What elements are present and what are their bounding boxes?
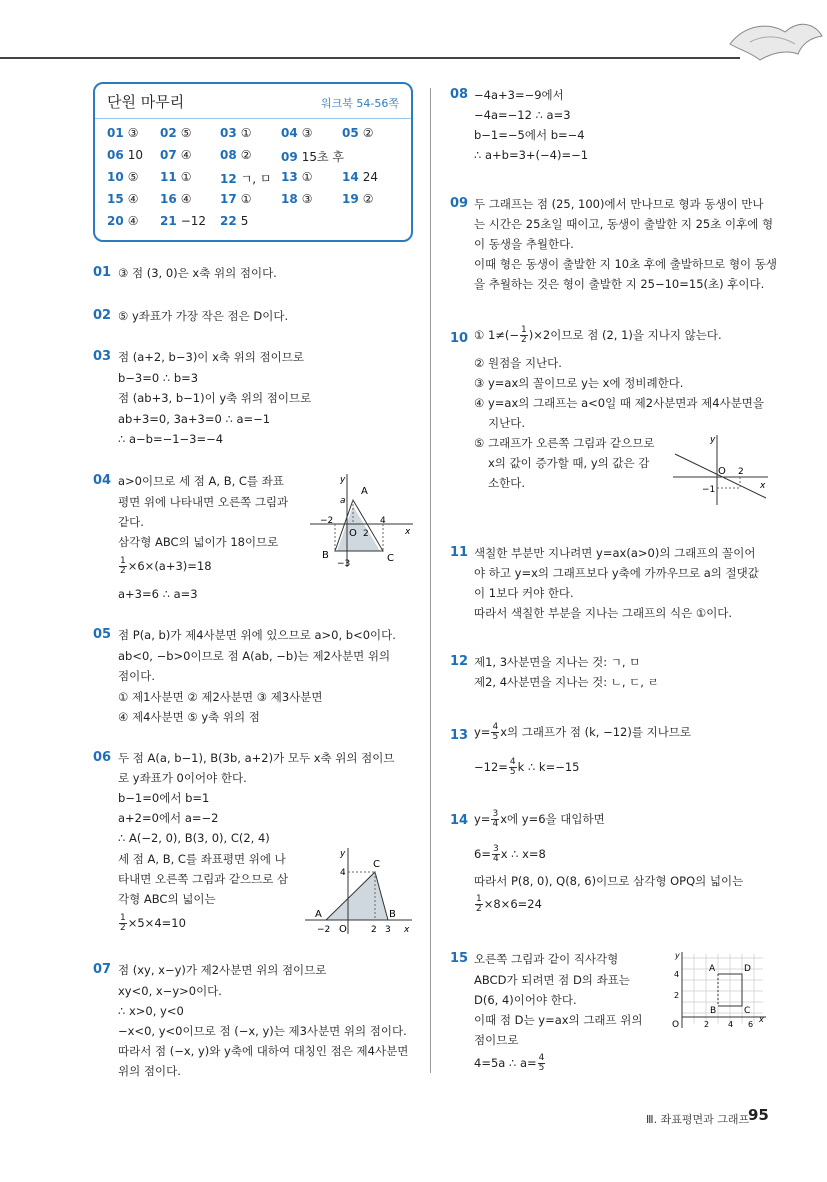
solution-line: 점 (a+2, b−3)이 x축 위의 점이므로 — [118, 350, 304, 364]
solution-line: xy<0, x−y>0이다. — [118, 984, 222, 998]
solution-line: 점이다. — [118, 669, 155, 683]
tick-label: −1 — [702, 485, 716, 495]
problem-number: 12 — [450, 654, 469, 669]
axis-label: x — [404, 925, 410, 935]
page-number: 95 — [748, 1106, 769, 1124]
point-label: B — [710, 1006, 717, 1016]
solution-line: 점이므로 — [474, 1033, 519, 1047]
tick-label: a — [340, 496, 346, 506]
summary-header — [95, 84, 411, 119]
graph-p15 — [668, 950, 768, 1032]
origin-label: O — [672, 1020, 680, 1030]
solution-line: 따라서 색칠한 부분을 지나는 그래프의 식은 ①이다. — [474, 606, 733, 620]
origin-label: O — [349, 528, 357, 539]
solution-line: −4a=−12 ∴ a=3 — [474, 108, 571, 122]
tick-label: 2 — [674, 991, 680, 1000]
tick-label: −2 — [320, 516, 334, 526]
solution-line: D(6, 4)이어야 한다. — [474, 993, 577, 1007]
solution-line: y= $\frac{3}{4}$ x에 y=6을 대입하면 — [474, 809, 605, 829]
problem-number: 09 — [450, 196, 469, 211]
solution-line: 제2, 4사분면을 지나는 것: ㄴ, ㄷ, ㄹ — [474, 675, 659, 689]
problem-number: 15 — [450, 951, 469, 966]
solution-line: a+2=0에서 a=−2 — [118, 811, 219, 825]
solution-line: ② 원점을 지난다. — [474, 356, 562, 370]
answer-row: 20 ④ 21 −12 22 5 — [107, 214, 249, 228]
tick-label: 3 — [385, 925, 391, 935]
solution-line: ⑤ y좌표가 가장 작은 점은 D이다. — [118, 309, 289, 323]
point-label: C — [387, 553, 394, 564]
point-label: A — [709, 964, 716, 974]
solution-line: 색칠한 부분만 지나려면 y=ax(a>0)의 그래프의 꼴이어 — [474, 546, 756, 560]
solution-line: −12= $\frac{4}{5}$ k ∴ k=−15 — [474, 757, 580, 777]
tick-label: 4 — [674, 970, 680, 979]
axis-label: x — [405, 527, 411, 537]
answer-row: 01 ③ 02 ⑤ 03 ① 04 ③ 05 ② — [107, 126, 374, 140]
tick-label: −3 — [337, 559, 351, 568]
solution-line: 이때 형은 동생이 출발한 지 10초 후에 출발하므로 형이 동생 — [474, 257, 778, 271]
point-label: C — [744, 1006, 751, 1016]
solution-line: ③ y=ax의 꼴이므로 y는 x에 정비례한다. — [474, 376, 684, 390]
point-label: B — [322, 550, 329, 561]
solution-line: 이 동생을 추월한다. — [474, 237, 574, 251]
solution-line: 지난다. — [488, 416, 525, 430]
point-label: A — [315, 909, 322, 920]
problem-number: 04 — [93, 473, 112, 488]
solution-line: 따라서 P(8, 0), Q(8, 6)이므로 삼각형 OPQ의 넓이는 — [474, 874, 744, 888]
tick-label: 4 — [340, 868, 346, 878]
solution-line: 삼각형 ABC의 넓이가 18이므로 — [118, 535, 279, 549]
solution-line: 로 y좌표가 0이어야 한다. — [118, 771, 247, 785]
solution-line: ③ 점 (3, 0)은 x축 위의 점이다. — [118, 266, 277, 280]
solution-line: 타내면 오른쪽 그림과 같으므로 삼 — [118, 872, 289, 886]
solution-line: ab+3=0, 3a+3=0 ∴ a=−1 — [118, 412, 271, 426]
solution-line: b−3=0 ∴ b=3 — [118, 371, 199, 385]
graph-p04 — [305, 472, 415, 568]
solution-line: 6= $\frac{3}{4}$ x ∴ x=8 — [474, 844, 546, 864]
solution-line: ① 제1사분면 ② 제2사분면 ③ 제3사분면 — [118, 690, 323, 704]
solution-line: ∴ A(−2, 0), B(3, 0), C(2, 4) — [118, 831, 270, 845]
header-rule — [0, 57, 740, 59]
solution-line: 이때 점 D는 y=ax의 그래프 위의 — [474, 1013, 643, 1027]
axis-label: x — [760, 481, 766, 491]
solution-line: ④ 제4사분면 ⑤ y축 위의 점 — [118, 710, 260, 724]
solution-line: ⑤ 그래프가 오른쪽 그림과 같으므로 — [474, 436, 655, 450]
tick-label: 4 — [728, 1020, 734, 1029]
solution-line: 점 P(a, b)가 제4사분면 위에 있으므로 a>0, b<0이다. — [118, 628, 396, 642]
workbook-reference: 워크북 54-56쪽 — [321, 97, 399, 110]
solution-line: a+3=6 ∴ a=3 — [118, 587, 198, 601]
corner-decoration-icon — [690, 14, 827, 74]
solution-line: ABCD가 되려면 점 D의 좌표는 — [474, 973, 630, 987]
solution-line: 같다. — [118, 515, 144, 529]
problem-number: 02 — [93, 308, 112, 323]
solution-line: 점 (xy, x−y)가 제2사분면 위의 점이므로 — [118, 963, 327, 977]
solution-line: −4a+3=−9에서 — [474, 88, 564, 102]
problem-number: 03 — [93, 349, 112, 364]
solution-line: −x<0, y<0이므로 점 (−x, y)는 제3사분면 위의 점이다. — [118, 1024, 407, 1038]
origin-label: O — [718, 466, 726, 477]
problem-number: 08 — [450, 87, 469, 102]
solution-line: x의 값이 증가할 때, y의 값은 감 — [488, 456, 650, 470]
axis-label: y — [710, 435, 716, 445]
axis-label: y — [340, 849, 346, 859]
tick-label: −2 — [317, 925, 331, 935]
solution-line: 4=5a ∴ a= $\frac{4}{5}$ — [474, 1053, 545, 1073]
solution-line: 각형 ABC의 넓이는 — [118, 892, 216, 906]
answer-row: 15 ④ 16 ④ 17 ① 18 ③ 19 ② — [107, 192, 374, 206]
solution-line: 두 점 A(a, b−1), B(3b, a+2)가 모두 x축 위의 점이므 — [118, 751, 395, 765]
tick-label: 4 — [380, 516, 386, 526]
problem-number: 01 — [93, 265, 112, 280]
answer-row: 10 ⑤ 11 ① 12 ㄱ, ㅁ 13 ① 14 24 — [107, 170, 378, 186]
tick-label: 2 — [738, 467, 744, 477]
solution-line: 위의 점이다. — [118, 1064, 181, 1078]
solution-line: ab<0, −b>0이므로 점 A(ab, −b)는 제2사분면 위의 — [118, 649, 391, 663]
solution-line: 이 1보다 커야 한다. — [474, 586, 574, 600]
solution-line: ① 1≠(− $\frac{1}{2}$ )×2이므로 점 (2, 1)을 지나지 않는다. — [474, 325, 722, 345]
problem-number: 13 — [450, 728, 469, 743]
point-label: D — [744, 964, 751, 974]
graph-p10 — [670, 432, 770, 507]
problem-number: 06 — [93, 750, 112, 765]
solution-line: ∴ x>0, y<0 — [118, 1004, 184, 1018]
column-divider — [430, 88, 431, 1073]
point-label: C — [373, 859, 380, 870]
problem-number: 05 — [93, 627, 112, 642]
axis-label: y — [340, 475, 346, 485]
solution-line: a>0이므로 세 점 A, B, C를 좌표 — [118, 474, 284, 488]
solution-line: 오른쪽 그림과 같이 직사각형 — [474, 952, 619, 966]
tick-label: 2 — [371, 925, 377, 935]
solution-line: ∴ a+b=3+(−4)=−1 — [474, 148, 589, 162]
problem-number: 10 — [450, 331, 469, 346]
solution-line: 평면 위에 나타내면 오른쪽 그림과 — [118, 495, 289, 509]
solution-line: 따라서 점 (−x, y)와 y축에 대하여 대칭인 점은 제4사분면 — [118, 1044, 409, 1058]
tick-label: 2 — [363, 529, 369, 539]
solution-line: $\frac{1}{2}$ ×5×4=10 — [120, 913, 186, 933]
solution-line: 는 시간은 25초일 때이고, 동생이 출발한 지 25초 이후에 형 — [474, 217, 774, 231]
unit-summary-box — [93, 82, 413, 242]
problem-number: 11 — [450, 545, 469, 560]
point-label: B — [389, 909, 396, 920]
chapter-label: Ⅲ. 좌표평면과 그래프 — [646, 1113, 750, 1126]
solution-line: 제1, 3사분면을 지나는 것: ㄱ, ㅁ — [474, 655, 641, 669]
solution-line: $\frac{1}{2}$ ×6×(a+3)=18 — [120, 556, 212, 576]
summary-title: 단원 마무리 — [107, 93, 185, 111]
solution-line: b−1=0에서 b=1 — [118, 791, 210, 805]
solution-line: 을 추월하는 것은 형이 출발한 지 25−10=15(초) 후이다. — [474, 277, 765, 291]
problem-number: 07 — [93, 962, 112, 977]
tick-label: 2 — [704, 1020, 710, 1029]
solution-line: ∴ a−b=−1−3=−4 — [118, 432, 224, 446]
tick-label: 6 — [748, 1020, 754, 1029]
problem-number: 14 — [450, 813, 469, 828]
solution-line: 야 하고 y=x의 그래프보다 y축에 가까우므로 a의 절댓값 — [474, 566, 759, 580]
origin-label: O — [339, 924, 347, 935]
solution-line: y= $\frac{4}{5}$ x의 그래프가 점 (k, −12)를 지나므로 — [474, 722, 692, 742]
solution-line: 두 그래프는 점 (25, 100)에서 만나므로 형과 동생이 만나 — [474, 197, 764, 211]
solution-line: 세 점 A, B, C를 좌표평면 위에 나 — [118, 852, 286, 866]
solution-line: ④ y=ax의 그래프는 a<0일 때 제2사분면과 제4사분면을 — [474, 396, 765, 410]
solution-line: $\frac{1}{2}$ ×8×6=24 — [476, 894, 542, 914]
solution-line: 소한다. — [488, 476, 525, 490]
axis-label: y — [675, 951, 680, 960]
answer-row: 06 10 07 ④ 08 ② 09 15초 후 — [107, 148, 344, 164]
graph-p06 — [300, 846, 415, 936]
point-label: A — [361, 486, 368, 497]
solution-line: b−1=−5에서 b=−4 — [474, 128, 585, 142]
solution-line: 점 (ab+3, b−1)이 y축 위의 점이므로 — [118, 391, 312, 405]
axis-label: x — [759, 1015, 764, 1024]
